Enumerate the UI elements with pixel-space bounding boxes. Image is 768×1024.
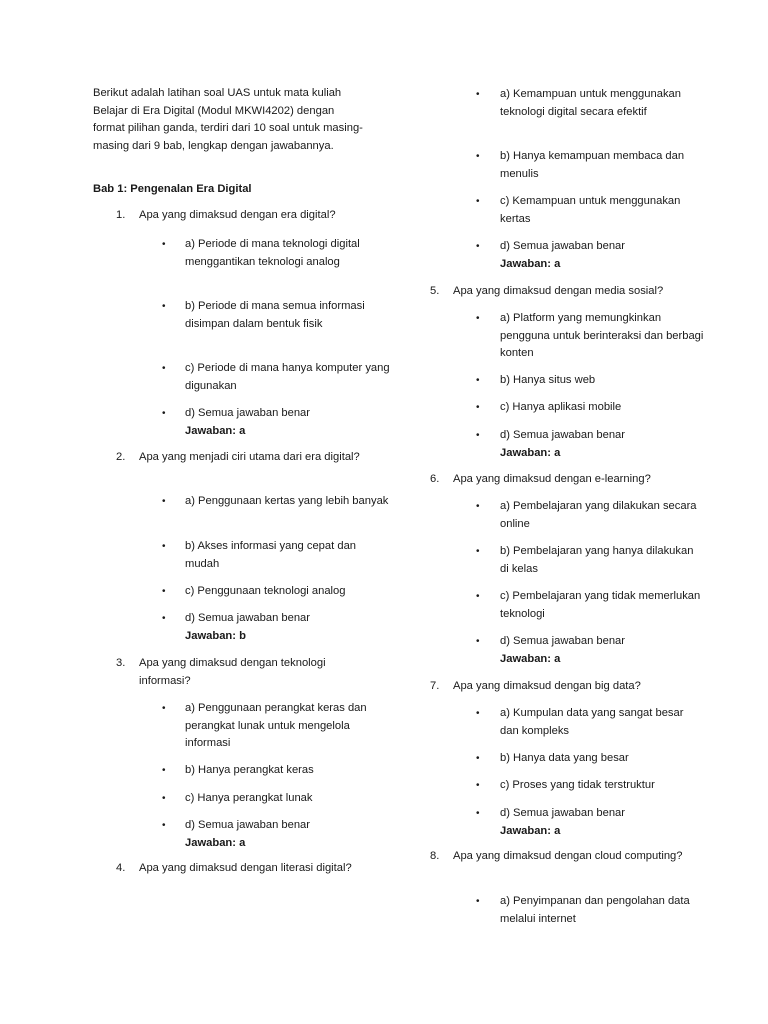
option-label: b) Pembelajaran yang hanya dilakukan di kelas: [500, 545, 694, 575]
question-text: Apa yang dimaksud dengan teknologi informasi?: [139, 657, 326, 687]
option-label: d) Semua jawaban benar: [185, 612, 311, 624]
option-label: b) Hanya perangkat keras: [185, 764, 314, 776]
option-text: [185, 610, 390, 645]
option-label: d) Semua jawaban benar: [500, 635, 626, 647]
option-label: a) Periode di mana teknologi digital menggantikan teknologi analog: [185, 238, 360, 268]
bullet-icon: •: [162, 703, 166, 714]
answer-label: Jawaban: a: [185, 836, 246, 849]
question-text: Apa yang dimaksud dengan big data?: [453, 680, 641, 692]
question-number: 8.: [430, 850, 440, 862]
option-label: b) Hanya situs web: [500, 374, 596, 386]
bullet-icon: •: [476, 375, 480, 386]
bullet-icon: •: [476, 753, 480, 764]
option-text: [185, 762, 390, 780]
option-text: [500, 805, 705, 840]
bullet-icon: •: [476, 241, 480, 252]
answer-label: Jawaban: b: [185, 629, 246, 642]
option-text: [185, 817, 390, 852]
answer-label: Jawaban: a: [185, 424, 246, 437]
bullet-icon: •: [476, 501, 480, 512]
bullet-icon: •: [476, 896, 480, 907]
question-number: 2.: [116, 451, 126, 463]
bullet-icon: •: [162, 496, 166, 507]
option-text: [500, 399, 705, 417]
option-label: a) Penggunaan perangkat keras dan perangkat lunak untuk mengelola informasi: [185, 702, 367, 749]
option-label: a) Penggunaan kertas yang lebih banyak: [185, 495, 389, 507]
question-number: 4.: [116, 862, 126, 874]
bullet-icon: •: [162, 301, 166, 312]
option-text: [500, 588, 705, 623]
option-text: [500, 543, 705, 578]
bullet-icon: •: [476, 708, 480, 719]
bullet-icon: •: [162, 363, 166, 374]
option-label: c) Hanya perangkat lunak: [185, 792, 313, 804]
answer-label: Jawaban: a: [500, 257, 561, 270]
option-label: b) Hanya kemampuan membaca dan menulis: [500, 150, 685, 180]
bullet-icon: •: [162, 613, 166, 624]
answer-label: Jawaban: a: [500, 652, 561, 665]
option-label: c) Kemampuan untuk menggunakan kertas: [500, 195, 681, 225]
option-text: [500, 193, 705, 228]
option-text: [500, 372, 705, 390]
bullet-icon: •: [476, 780, 480, 791]
bullet-icon: •: [162, 765, 166, 776]
option-label: b) Periode di mana semua informasi disimpan dalam bentuk fisik: [185, 300, 365, 330]
bullet-icon: •: [476, 151, 480, 162]
option-text: [500, 148, 705, 183]
option-label: d) Semua jawaban benar: [185, 407, 311, 419]
option-label: c) Proses yang tidak terstruktur: [500, 779, 655, 791]
bullet-icon: •: [476, 196, 480, 207]
option-text: [500, 893, 705, 928]
option-label: c) Pembelajaran yang tidak memerlukan teknologi: [500, 590, 701, 620]
option-label: a) Penyimpanan dan pengolahan data melalui internet: [500, 895, 690, 925]
question-number: 6.: [430, 473, 440, 485]
option-text: [500, 498, 705, 533]
option-label: c) Hanya aplikasi mobile: [500, 401, 622, 413]
option-label: a) Kumpulan data yang sangat besar dan kompleks: [500, 707, 684, 737]
option-label: a) Kemampuan untuk menggunakan teknologi digital secara efektif: [500, 88, 681, 118]
option-label: a) Pembelajaran yang dilakukan secara online: [500, 500, 697, 530]
bullet-icon: •: [162, 541, 166, 552]
option-label: d) Semua jawaban benar: [185, 819, 311, 831]
option-text: [185, 493, 390, 511]
option-text: [500, 777, 705, 795]
option-text: [500, 310, 705, 363]
option-text: [185, 538, 390, 573]
bullet-icon: •: [476, 808, 480, 819]
option-label: b) Hanya data yang besar: [500, 752, 629, 764]
bullet-icon: •: [162, 820, 166, 831]
bullet-icon: •: [162, 793, 166, 804]
option-label: b) Akses informasi yang cepat dan mudah: [185, 540, 357, 570]
bullet-icon: •: [476, 636, 480, 647]
question-number: 7.: [430, 680, 440, 692]
answer-label: Jawaban: a: [500, 824, 561, 837]
bullet-icon: •: [162, 586, 166, 597]
bullet-icon: •: [476, 591, 480, 602]
option-text: [185, 700, 390, 753]
option-text: [500, 86, 705, 121]
option-text: [500, 427, 705, 462]
option-label: a) Platform yang memungkinkan pengguna untuk berinteraksi dan berbagi konten: [500, 312, 704, 359]
option-label: d) Semua jawaban benar: [500, 240, 626, 252]
option-text: [185, 236, 390, 271]
option-label: d) Semua jawaban benar: [500, 429, 626, 441]
option-text: [500, 750, 705, 768]
question-text: Apa yang dimaksud dengan literasi digital?: [139, 862, 352, 874]
option-text: [185, 298, 390, 333]
question-text: Apa yang dimaksud dengan era digital?: [139, 209, 336, 221]
option-text: [185, 360, 390, 395]
bullet-icon: •: [476, 313, 480, 324]
bullet-icon: •: [476, 89, 480, 100]
answer-label: Jawaban: a: [500, 446, 561, 459]
bullet-icon: •: [476, 402, 480, 413]
bullet-icon: •: [476, 546, 480, 557]
bullet-icon: •: [476, 430, 480, 441]
intro-paragraph: Berikut adalah latihan soal UAS untuk mata kuliah Belajar di Era Digital (Modul MKWI4202) dengan format pilihan ganda, terdiri dari 10 soal untuk masing-masing dari 9 bab, lengkap dengan jawabannya.: [93, 87, 363, 152]
option-text: [500, 705, 705, 740]
option-label: c) Penggunaan teknologi analog: [185, 585, 346, 597]
question-number: 1.: [116, 209, 126, 221]
option-text: [500, 238, 705, 273]
bullet-icon: •: [162, 408, 166, 419]
option-label: d) Semua jawaban benar: [500, 807, 626, 819]
question-text: Apa yang menjadi ciri utama dari era digital?: [139, 451, 360, 463]
question-number: 5.: [430, 285, 440, 297]
bullet-icon: •: [162, 239, 166, 250]
option-text: [185, 790, 390, 808]
question-text: Apa yang dimaksud dengan media sosial?: [453, 285, 664, 297]
question-number: 3.: [116, 657, 126, 669]
chapter-title: Bab 1: Pengenalan Era Digital: [93, 183, 252, 195]
option-text: [185, 405, 390, 440]
option-text: [500, 633, 705, 668]
option-text: [185, 583, 390, 601]
question-text: Apa yang dimaksud dengan e-learning?: [453, 473, 651, 485]
option-label: c) Periode di mana hanya komputer yang digunakan: [185, 362, 390, 392]
question-text: Apa yang dimaksud dengan cloud computing?: [453, 850, 683, 862]
